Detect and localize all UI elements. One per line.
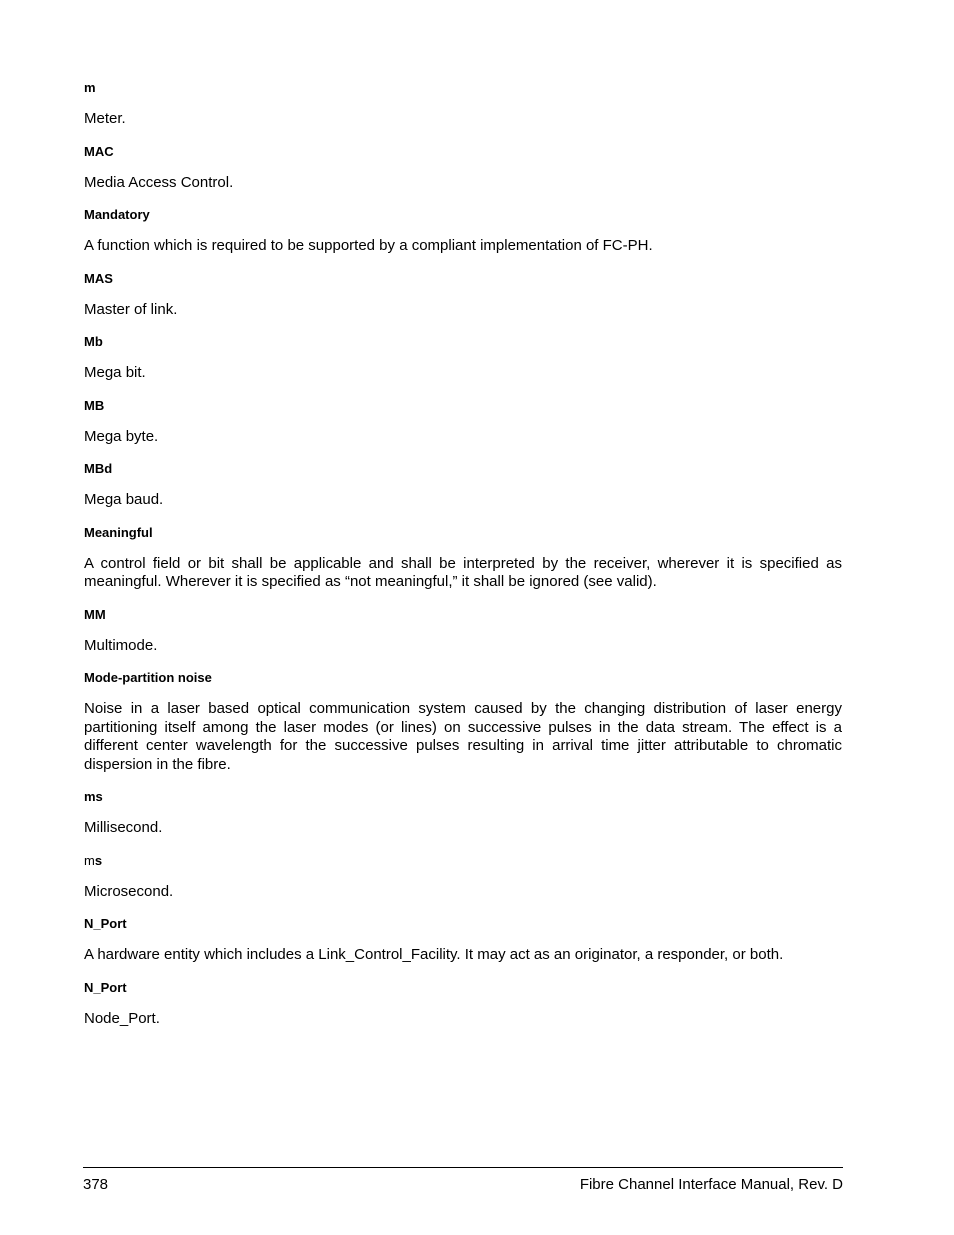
- glossary-term-prefix: m: [84, 852, 95, 868]
- glossary-entry-microsecond: [84, 853, 842, 902]
- page-number: 378: [83, 1176, 109, 1193]
- glossary-definition: Mega baud.: [84, 491, 164, 508]
- glossary-term: MAC: [84, 143, 114, 159]
- glossary-definition: Mega bit.: [84, 364, 146, 381]
- glossary-definition: Node_Port.: [84, 1009, 160, 1027]
- glossary-term: MB: [84, 397, 105, 413]
- glossary-term: Meaningful: [84, 524, 153, 540]
- glossary-term: N_Port: [84, 916, 127, 931]
- glossary-term: Mb: [84, 334, 103, 349]
- glossary-entry-mbd: [84, 461, 842, 510]
- glossary-definition: Multimode.: [84, 636, 158, 654]
- manual-title: Fibre Channel Interface Manual, Rev. D: [579, 1176, 843, 1193]
- glossary-definition: A function which is required to be supported by a compliant implementation of FC-PH.: [84, 237, 653, 254]
- glossary-definition: Millisecond.: [84, 819, 163, 836]
- glossary-term: m: [84, 80, 96, 95]
- glossary-definition: Meter.: [84, 110, 126, 127]
- glossary-term: MM: [84, 606, 106, 622]
- glossary-entry-mas: [84, 271, 842, 320]
- glossary-definition: A control field or bit shall be applicable and shall be interpreted by the receiver, wherever it is specified as meaningful. Wherever it is specified as “not meaningful,” it shall be ignored (see valid).: [84, 554, 842, 590]
- glossary-term: [84, 853, 842, 869]
- glossary-entry-meaningful: [84, 525, 842, 592]
- glossary-term: MAS: [84, 270, 113, 286]
- glossary-definition: Noise in a laser based optical communication system caused by the changing distribution of laser energy partitioning itself among the laser modes (or lines) on successive pulses in the data stream. The effect is a different center wavelength for the successive pulses resulting in arrival time jitter attributable to chromatic dispersion in the fibre.: [84, 700, 842, 773]
- glossary-entry-mandatory: [84, 207, 842, 256]
- glossary-entry-n-port-node: [84, 980, 842, 1029]
- glossary-entry-mm: [84, 607, 842, 656]
- glossary-entry-mode-partition-noise: [84, 670, 842, 774]
- glossary-definition: Master of link.: [84, 300, 178, 318]
- glossary-term: ms: [84, 789, 103, 804]
- glossary-definition: Media Access Control.: [84, 173, 234, 191]
- glossary-definition: A hardware entity which includes a Link_Control_Facility. It may act as an originator, a responder, or both.: [84, 946, 784, 963]
- glossary-term-suffix: s: [94, 852, 103, 868]
- glossary-term: Mandatory: [84, 207, 150, 222]
- glossary-body: [84, 80, 842, 1043]
- glossary-entry-ms: [84, 789, 842, 838]
- glossary-definition: Microsecond.: [84, 882, 174, 900]
- glossary-term: N_Port: [84, 979, 127, 995]
- glossary-definition: Mega byte.: [84, 427, 159, 445]
- glossary-entry-m: [84, 80, 842, 129]
- glossary-entry-mb-bit: [84, 334, 842, 383]
- glossary-entry-mac: [84, 144, 842, 193]
- glossary-entry-mb-byte: [84, 398, 842, 447]
- page-footer: [83, 1167, 843, 1193]
- glossary-entry-n-port-hardware: [84, 916, 842, 965]
- glossary-term: Mode-partition noise: [84, 670, 212, 685]
- glossary-term: MBd: [84, 461, 113, 476]
